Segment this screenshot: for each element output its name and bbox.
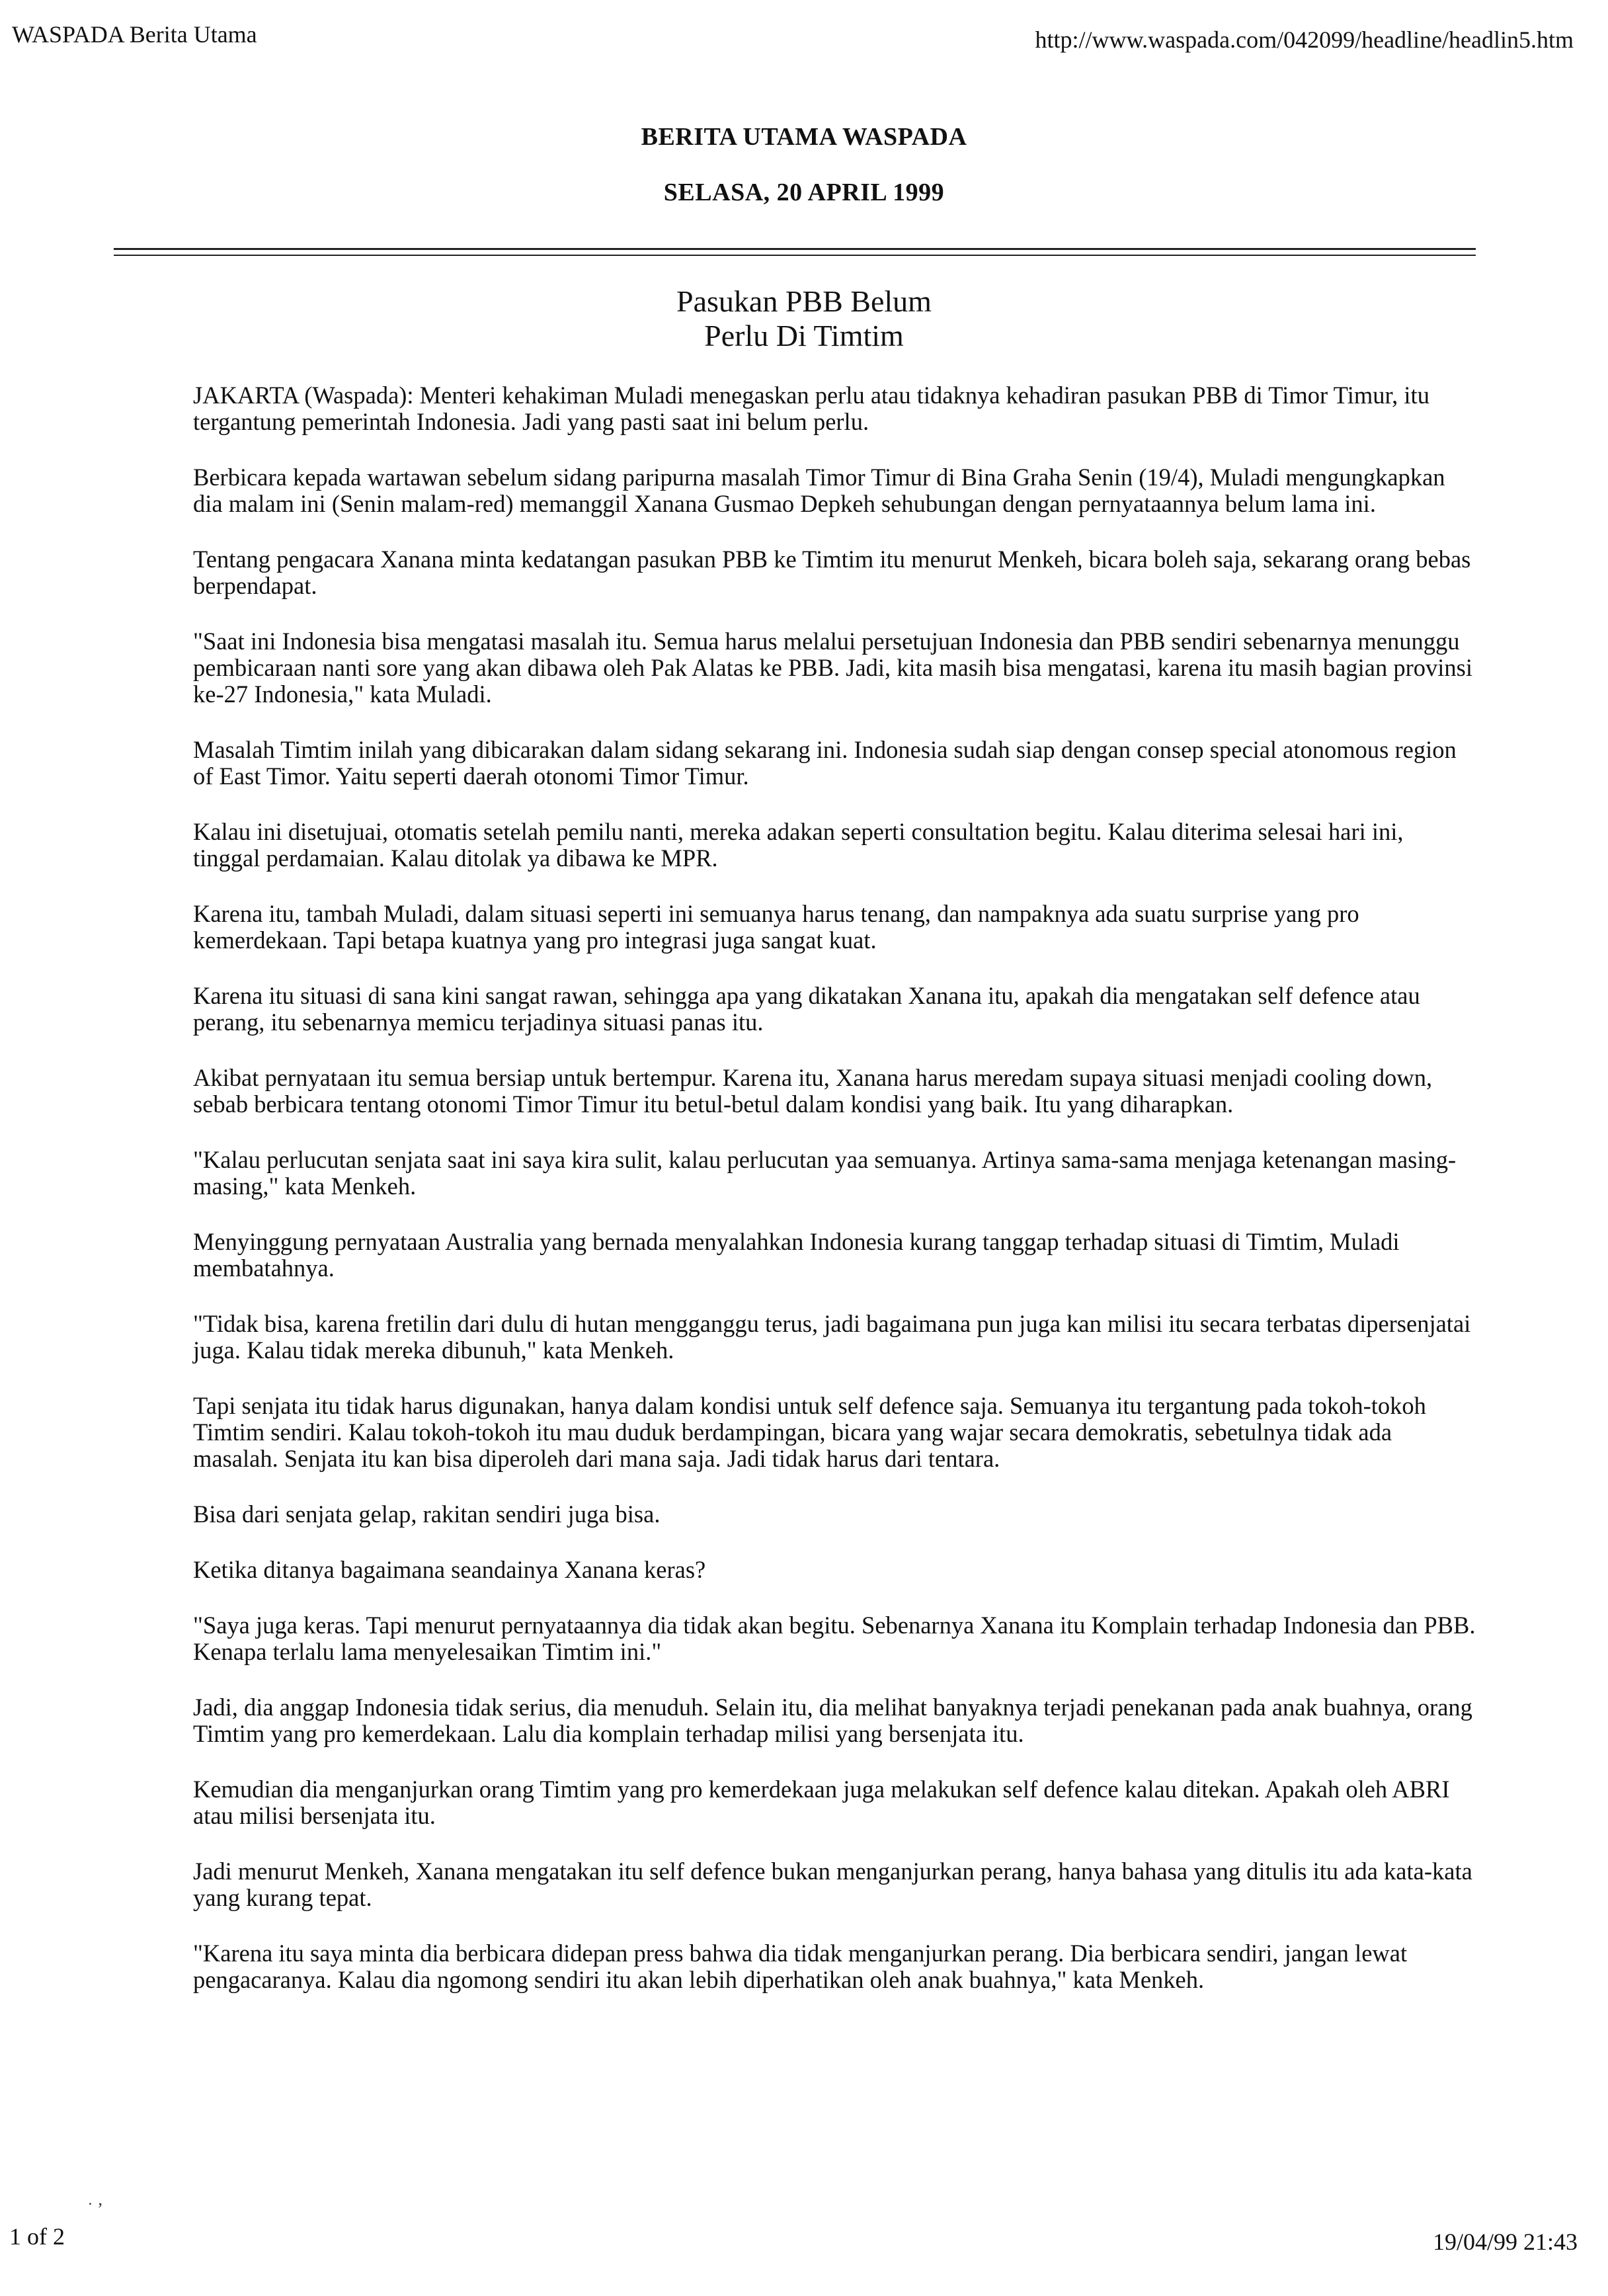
article-paragraph: Karena itu situasi di sana kini sangat rawan, sehingga apa yang dikatakan Xanana itu, apakah dia mengatakan self defence atau perang, itu sebenarnya memicu terjadinya situasi panas itu. [193,982,1420,1036]
print-timestamp: 19/04/99 21:43 [1432,2229,1578,2255]
article-paragraph: "Saat ini Indonesia bisa mengatasi masalah itu. Semua harus melalui persetujuan Indonesia dan PBB sendiri sebenarnya menunggu pembicaraan nanti sore yang akan dibawa oleh Pak Alatas ke PBB. Jadi, kita masih bisa mengatasi, karena itu masih bagian provinsi ke-27 Indonesia," kata Muladi. [193,628,1473,708]
masthead-date: SELASA, 20 APRIL 1999 [663,179,945,206]
article-paragraph: Kalau ini disetujuai, otomatis setelah pemilu nanti, mereka adakan seperti consultation begitu. Kalau diterima selesai hari ini, tinggal perdamaian. Kalau ditolak ya dibawa ke MPR. [193,818,1404,872]
article-paragraph: Jadi, dia anggap Indonesia tidak serius, dia menuduh. Selain itu, dia melihat banyaknya terjadi penekanan pada anak buahnya, orang Timtim yang pro kemerdekaan. Lalu dia komplain terhadap milisi yang bersenjata itu. [193,1694,1472,1747]
article-paragraph: JAKARTA (Waspada): Menteri kehakiman Muladi menegaskan perlu atau tidaknya kehadiran pasukan PBB di Timor Timur, itu tergantung pemerintah Indonesia. Jadi yang pasti saat ini belum perlu. [193,382,1429,435]
masthead-title: BERITA UTAMA WASPADA [641,123,967,151]
article-paragraph: Ketika ditanya bagaimana seandainya Xanana keras? [193,1556,706,1583]
article-paragraph: Tentang pengacara Xanana minta kedatangan pasukan PBB ke Timtim itu menurut Menkeh, bicara boleh saja, sekarang orang bebas berpendapat. [193,546,1471,599]
scan-speck: ˙ ’ [87,2199,103,2219]
horizontal-rule [114,248,1476,256]
article-headline [0,284,1608,353]
article-paragraph: Tapi senjata itu tidak harus digunakan, hanya dalam kondisi untuk self defence saja. Semuanya itu tergantung pada tokoh-tokoh Timtim sendiri. Kalau tokoh-tokoh itu mau duduk berdampingan, bicara yang wajar secara demokratis, sebetulnya tidak ada masalah. Senjata itu kan bisa diperoleh dari mana saja. Jadi tidak harus dari tentara. [193,1392,1426,1472]
print-page-number: 1 of 2 [9,2223,65,2250]
article-paragraph: "Tidak bisa, karena fretilin dari dulu di hutan mengganggu terus, jadi bagaimana pun juga kan milisi itu secara terbatas dipersenjatai juga. Kalau tidak mereka dibunuh," kata Menkeh. [193,1310,1471,1364]
print-header-title: WASPADA Berita Utama [12,21,257,48]
article-paragraph: Berbicara kepada wartawan sebelum sidang paripurna masalah Timor Timur di Bina Graha Senin (19/4), Muladi mengungkapkan dia malam ini (Senin malam-red) memanggil Xanana Gusmao Depkeh sehubungan dengan pernyataannya belum lama ini. [193,464,1445,517]
headline-line-1: Pasukan PBB Belum [676,284,932,318]
headline-line-2: Perlu Di Timtim [704,319,904,352]
article-paragraph: Bisa dari senjata gelap, rakitan sendiri juga bisa. [193,1500,661,1528]
article-paragraph: Kemudian dia menganjurkan orang Timtim yang pro kemerdekaan juga melakukan self defence kalau ditekan. Apakah oleh ABRI atau milisi bersenjata itu. [193,1776,1450,1829]
article-paragraph: Karena itu, tambah Muladi, dalam situasi seperti ini semuanya harus tenang, dan nampaknya ada suatu surprise yang pro kemerdekaan. Tapi betapa kuatnya yang pro integrasi juga sangat kuat. [193,900,1359,954]
article-paragraph: "Kalau perlucutan senjata saat ini saya kira sulit, kalau perlucutan yaa semuanya. Artinya sama-sama menjaga ketenangan masing-masing," kata Menkeh. [193,1146,1457,1200]
article-paragraph: "Karena itu saya minta dia berbicara didepan press bahwa dia tidak menganjurkan perang. Dia berbicara sendiri, jangan lewat pengacaranya. Kalau dia ngomong sendiri itu akan lebih diperhatikan oleh anak buahnya," kata Menkeh. [193,1940,1408,1993]
article-paragraph: Menyinggung pernyataan Australia yang bernada menyalahkan Indonesia kurang tanggap terhadap situasi di Timtim, Muladi membatahnya. [193,1228,1400,1282]
print-header-url: http://www.waspada.com/042099/headline/headlin5.htm [1035,26,1574,53]
article-body [193,382,1476,2022]
article-paragraph: Akibat pernyataan itu semua bersiap untuk bertempur. Karena itu, Xanana harus meredam supaya situasi menjadi cooling down, sebab berbicara tentang otonomi Timor Timur itu betul-betul dalam kondisi yang baik. Itu yang diharapkan. [193,1064,1433,1118]
article-paragraph: Jadi menurut Menkeh, Xanana mengatakan itu self defence bukan menganjurkan perang, hanya bahasa yang ditulis itu ada kata-kata yang kurang tepat. [193,1858,1472,1911]
article-paragraph: Masalah Timtim inilah yang dibicarakan dalam sidang sekarang ini. Indonesia sudah siap dengan consep special atonomous region of East Timor. Yaitu seperti daerah otonomi Timor Timur. [193,736,1457,790]
article-paragraph: "Saya juga keras. Tapi menurut pernyataannya dia tidak akan begitu. Sebenarnya Xanana itu Komplain terhadap Indonesia dan PBB. Kenapa terlalu lama menyelesaikan Timtim ini." [193,1612,1476,1665]
